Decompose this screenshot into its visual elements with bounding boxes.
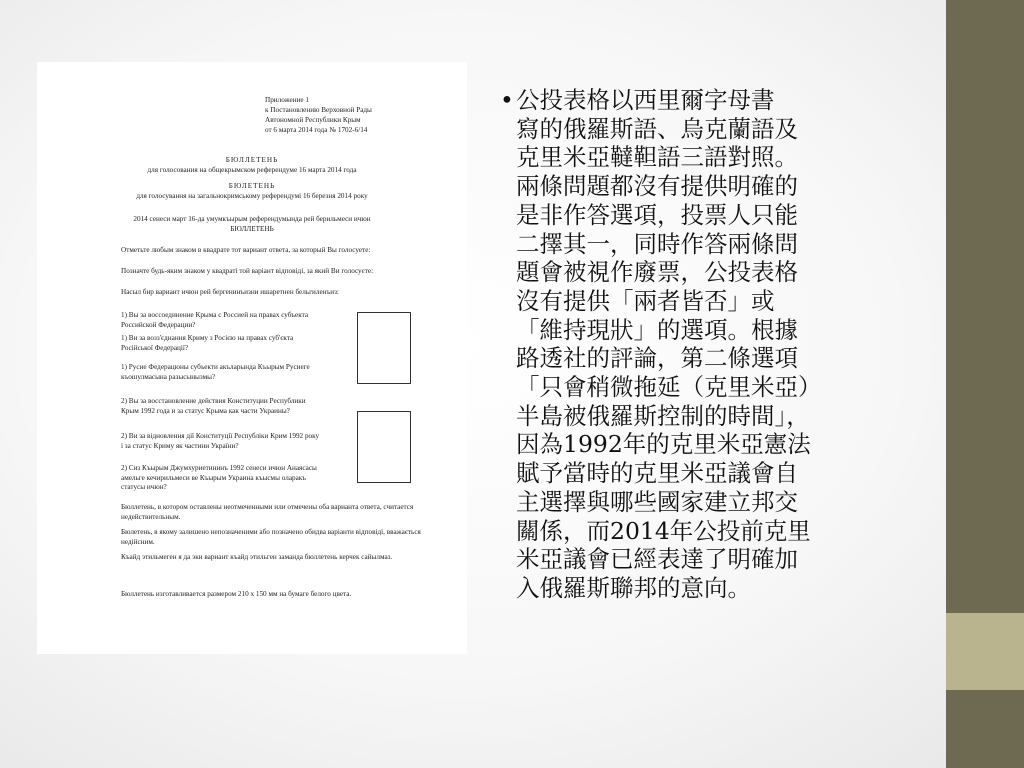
ballot-title-uk: БЮЛЕТЕНЬ [228, 182, 276, 190]
slide-body-text: 公投表格以西里爾字母書 寫的俄羅斯語、烏克蘭語及 克里米亞韃靼語三語對照。 兩條問題都沒有提供明確的 是非作答選項，投票人只能 二擇其一，同時作答兩條問 題會被視作廢票，公投表格 沒有提供「兩者皆否」或 「維持現狀」的選項。根據 路透社的評論，第二條選項 「只會稍微拖延（克里米亞） 半島被俄羅斯控制的時間」， 因為1992年的克里米亞憲法 賦予當時的克里米亞議會自 主選擇與哪些國家建立邦交 關係，而2014年公投前克里 米亞議會已經表達了明確加 入俄羅斯聯邦的意向。 [516, 86, 822, 602]
ballot-note-crh: Къайд этильмеген я да эки вариант къайд этильген заманда бюллетень керчек сайылмаз. [121, 553, 393, 561]
ballot-question-2-crh: 2) Сиз Къырым Джумхуриетининъ 1992 сенеси ичюн Анаясасы амельге кечирильмеси ве Къырым Украина къысмы оларакъ статусы ичюн? [121, 464, 317, 491]
ballot-subtitle-crh: 2014 сенеси март 16-да умумкъырым референдумында рей берильмеси ичюн [133, 215, 371, 223]
ballot-instruction-crh: Насыл бир вариант ичюн рей бергенинъизни ишаретнен бельгиленъиз: [121, 288, 339, 296]
slide-bullet-paragraph [500, 86, 890, 603]
ballot-appendix-line-2: к Постановлению Верховной Рады [265, 106, 372, 114]
ballot-question-2-uk: 2) Ви за відновлення дії Конституції Республіки Крим 1992 року і за статус Криму як частини України? [121, 432, 320, 450]
decorative-side-accent [946, 613, 1024, 690]
ballot-question-2-ru: 2) Вы за восстановление действия Конституции Республики Крым 1992 года и за статус Крыма как части Украины? [121, 397, 306, 415]
ballot-appendix-line-4: от 6 марта 2014 года № 1702-6/14 [265, 126, 368, 134]
slide-text [500, 86, 890, 603]
ballot-instruction-ru: Отметьте любым знаком в квадрате тот вариант ответа, за который Вы голосуете: [121, 246, 371, 254]
ballot-appendix-line-1: Приложение 1 [265, 96, 309, 104]
ballot-subtitle-ru: для голосования на общекрымском референдуме 16 марта 2014 года [147, 166, 357, 174]
ballot-subtitle-uk: для голосування на загальнокримському референдумі 16 березня 2014 року [136, 192, 368, 200]
ballot-instruction-uk: Позначте будь-яким знаком у квадраті той варіант відповіді, за який Ви голосуєте: [121, 267, 374, 275]
ballot-footer: Бюллетень изготавливается размером 210 х 150 мм на бумаге белого цвета. [121, 590, 352, 598]
ballot-note-ru: Бюллетень, в котором оставлены неотмеченными или отмечены оба варианта ответа, считается недействительным. [121, 503, 414, 521]
ballot-answer-box-1 [357, 312, 411, 384]
ballot-question-1-ru: 1) Вы за воссоединение Крыма с Россией на правах субъекта Российской Федерации? [121, 311, 309, 329]
ballot-title-crh: БЮЛЛЕТЕНЬ [230, 225, 274, 233]
ballot-question-1-crh: 1) Русие Федерацюны субъекти акъларында Къырым Русиеге къошулмасына разысынызмы? [121, 363, 310, 381]
ballot-answer-box-2 [357, 411, 411, 483]
ballot-title-ru: БЮЛЛЕТЕНЬ [225, 156, 279, 164]
ballot-question-1-uk: 1) Ви за возз'єднання Криму з Росією на правах суб'єкта Російської Федерації? [121, 334, 294, 352]
bullet-marker: • [500, 86, 514, 114]
ballot-note-uk: Бюлетень, в якому залишено непозначеними або позначено обидва варіанти відповіді, вважається недійсним. [121, 528, 421, 546]
ballot-image [37, 62, 467, 654]
ballot-appendix-line-3: Автономной Республики Крым [265, 116, 361, 124]
